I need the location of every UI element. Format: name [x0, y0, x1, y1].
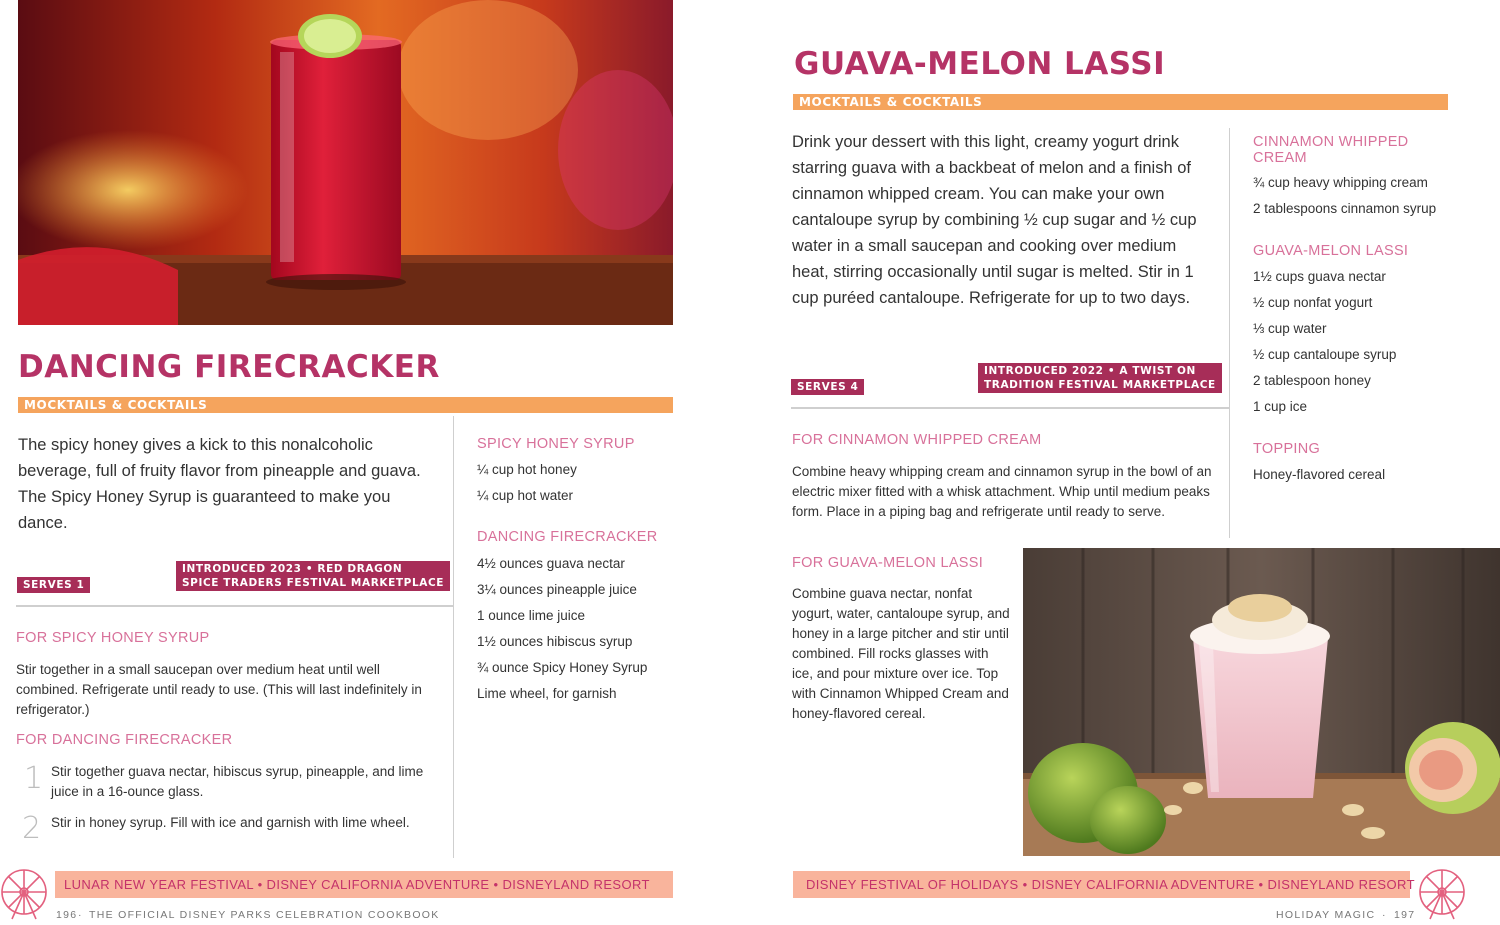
ingredient-item: 2 tablespoon honey	[1253, 373, 1371, 388]
ingredient-item: 1 cup ice	[1253, 399, 1308, 414]
left-step1-number: 1	[24, 761, 44, 796]
right-introduced-line2: TRADITION FESTIVAL MARKETPLACE	[984, 379, 1216, 391]
right-method2-heading: FOR GUAVA-MELON LASSI	[792, 555, 984, 571]
right-serves-badge: SERVES 4	[791, 379, 864, 395]
ingredient-item: ¼ cup hot honey	[477, 462, 577, 477]
left-running-head: THE OFFICIAL DISNEY PARKS CELEBRATION COOKBOOK	[89, 909, 440, 921]
right-method-divider	[791, 407, 1229, 409]
right-ing2-list	[1253, 264, 1396, 420]
left-method-divider	[16, 605, 454, 607]
right-intro-text: Drink your dessert with this light, creamy yogurt drink starring guava with a backbeat of melon and a finish of cinnamon whipped cream. You can make your own cantaloupe syrup by combining ½ cup sugar and ½ cup water in a small saucepan and cooking over medium heat, stirring occasionally until sugar is melted. Stir in 1 cup puréed cantaloupe. Refrigerate for up to two days.	[792, 133, 1197, 307]
right-event-footer-bar	[793, 871, 1415, 898]
right-ing2-heading: GUAVA-MELON LASSI	[1253, 243, 1409, 259]
ingredient-item: 2 tablespoons cinnamon syrup	[1253, 201, 1437, 216]
left-step1-text: Stir together guava nectar, hibiscus syrup, pineapple, and lime juice in a 16-ounce glass.	[51, 764, 424, 799]
left-method2-heading: FOR DANCING FIRECRACKER	[16, 732, 233, 748]
left-event-footer-bar	[55, 871, 673, 898]
left-category-bar	[18, 397, 673, 413]
ingredient-item: ⅓ cup water	[1253, 321, 1327, 336]
right-category-label: MOCKTAILS & COCKTAILS	[799, 95, 983, 109]
left-step2-number: 2	[22, 811, 42, 846]
ingredient-item: ¾ ounce Spicy Honey Syrup	[477, 660, 648, 675]
red-drink-photo	[18, 0, 673, 325]
right-ing1-heading-text: CINNAMON WHIPPED CREAM	[1253, 134, 1409, 166]
right-folio-separator: ·	[1382, 909, 1387, 921]
left-serves-badge: SERVES 1	[17, 577, 90, 593]
left-ing1-heading: SPICY HONEY SYRUP	[477, 436, 635, 452]
right-event-footer-text: DISNEY FESTIVAL OF HOLIDAYS • DISNEY CALIFORNIA ADVENTURE • DISNEYLAND RESORT	[806, 877, 1415, 892]
left-introduced-badge	[176, 561, 450, 591]
left-event-footer-text: LUNAR NEW YEAR FESTIVAL • DISNEY CALIFORNIA ADVENTURE • DISNEYLAND RESORT	[64, 877, 650, 892]
left-method1-text: Stir together in a small saucepan over medium heat until well combined. Refrigerate until ready to use. (This will last indefinitely in refrigerator.)	[16, 662, 422, 717]
right-method1-text: Combine heavy whipping cream and cinnamon syrup in the bowl of an electric mixer fitted with a whisk attachment. Whip until medium peaks form. Place in a piping bag and refrigerate until ready to serve.	[792, 464, 1212, 519]
left-ing1-list	[477, 457, 577, 509]
left-method1-heading: FOR SPICY HONEY SYRUP	[16, 630, 210, 646]
right-running-head: HOLIDAY MAGIC	[1276, 909, 1376, 921]
left-introduced-line2: SPICE TRADERS FESTIVAL MARKETPLACE	[182, 577, 445, 589]
ingredient-item: 1½ ounces hibiscus syrup	[477, 634, 633, 649]
left-recipe-title: DANCING FIRECRACKER	[18, 349, 440, 385]
lassi-photo	[1023, 548, 1500, 856]
right-category-bar	[793, 94, 1448, 110]
ingredient-item: 4½ ounces guava nectar	[477, 556, 625, 571]
left-introduced-line1: INTRODUCED 2023 • RED DRAGON	[182, 563, 403, 575]
ferris-wheel-icon	[0, 865, 50, 921]
left-ing2-heading: DANCING FIRECRACKER	[477, 529, 658, 545]
ingredient-item: ½ cup nonfat yogurt	[1253, 295, 1373, 310]
ingredient-item: 1½ cups guava nectar	[1253, 269, 1386, 284]
right-ing1-list	[1253, 170, 1436, 222]
ingredient-item: ¾ cup heavy whipping cream	[1253, 175, 1428, 190]
ingredient-item: Lime wheel, for garnish	[477, 686, 617, 701]
ingredient-item: 3¼ ounces pineapple juice	[477, 582, 637, 597]
left-category-label: MOCKTAILS & COCKTAILS	[24, 398, 208, 412]
ingredient-item: 1 ounce lime juice	[477, 608, 586, 623]
right-page-number: 197	[1394, 909, 1416, 921]
right-introduced-line1: INTRODUCED 2022 • A TWIST ON	[984, 365, 1196, 377]
right-method1-heading: FOR CINNAMON WHIPPED CREAM	[792, 432, 1042, 448]
left-step2-text: Stir in honey syrup. Fill with ice and garnish with lime wheel.	[51, 815, 410, 830]
ferris-wheel-icon	[1416, 865, 1466, 921]
left-ing2-list	[477, 551, 647, 707]
ingredient-item: Honey-flavored cereal	[1253, 467, 1386, 482]
ingredient-item: ¼ cup hot water	[477, 488, 574, 503]
right-recipe-title: GUAVA-MELON LASSI	[794, 46, 1166, 82]
ingredient-item: ½ cup cantaloupe syrup	[1253, 347, 1397, 362]
right-introduced-badge	[978, 363, 1222, 393]
left-intro-text: The spicy honey gives a kick to this nonalcoholic beverage, full of fruity flavor from pineapple and guava. The Spicy Honey Syrup is guaranteed to make you dance.	[18, 436, 421, 532]
left-folio-separator: ·	[78, 909, 83, 921]
left-page-number: 196	[56, 909, 78, 921]
right-ing1-heading	[1253, 134, 1453, 166]
right-method2-text: Combine guava nectar, nonfat yogurt, water, cantaloupe syrup, and honey in a large pitcher and stir until combined. Fill rocks glasses with ice, and pour mixture over ice. Top with Cinnamon Whipped Cream and honey-flavored cereal.	[792, 586, 1010, 721]
left-column-divider	[453, 416, 454, 858]
right-ing3-heading: TOPPING	[1253, 441, 1321, 457]
right-column-divider	[1229, 128, 1230, 538]
right-ing3-list	[1253, 462, 1385, 488]
